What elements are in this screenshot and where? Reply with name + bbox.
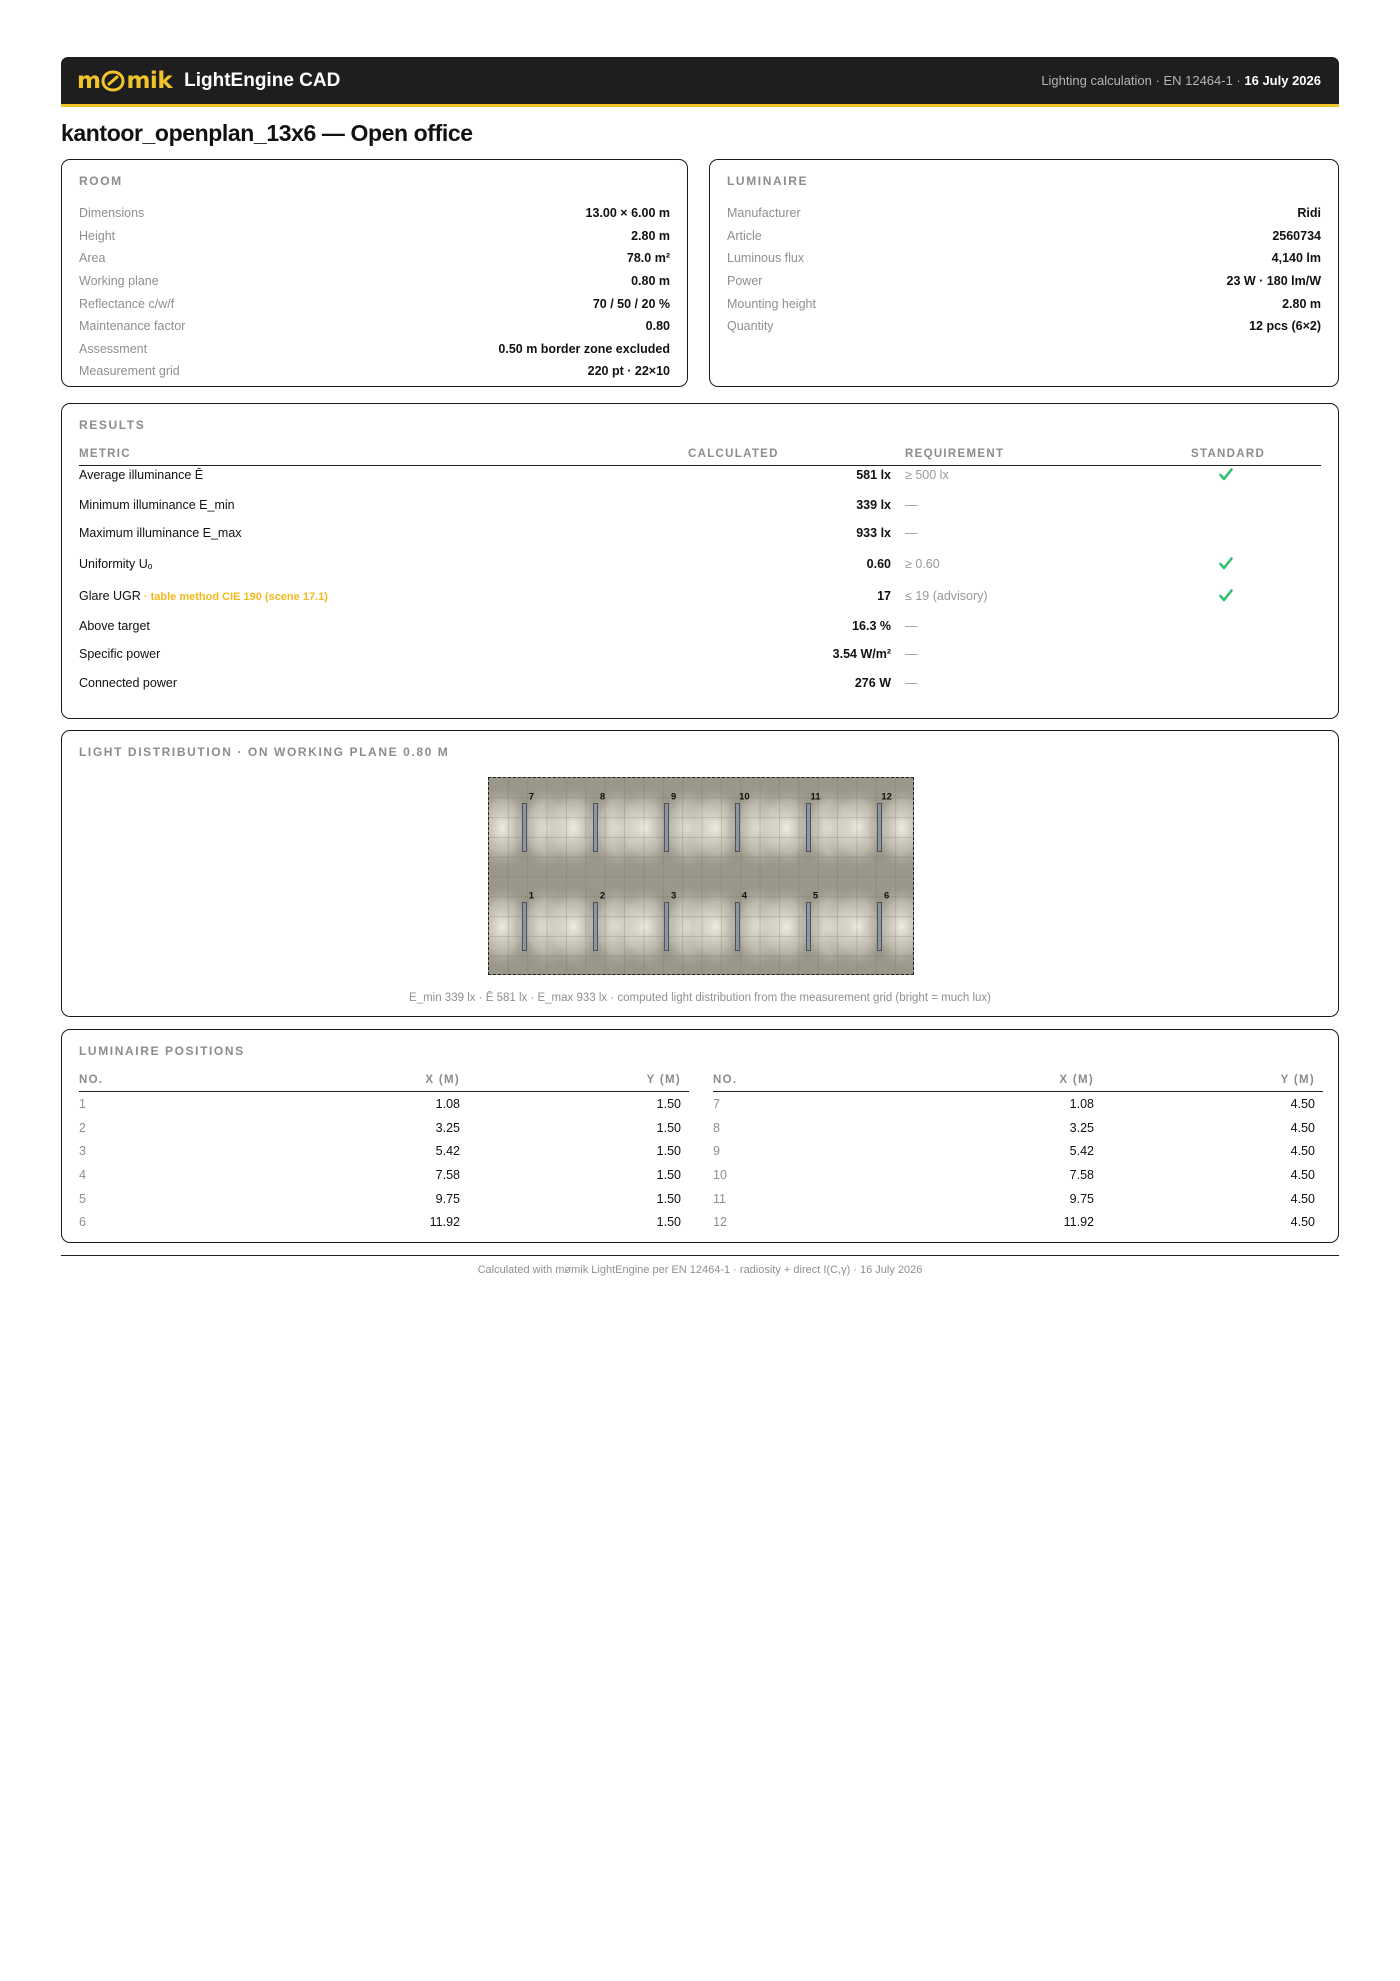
position-y: 1.50 (656, 1191, 681, 1206)
luminaire-row-value: 12 pcs (6×2) (1249, 319, 1321, 334)
luminaire-row-value: Ridi (1297, 206, 1321, 221)
room-row-label: Maintenance factor (79, 319, 186, 334)
position-x: 1.08 (435, 1097, 460, 1111)
results-header (79, 442, 1321, 466)
results-row (79, 555, 1321, 575)
results-col-requirement: REQUIREMENT (905, 448, 1005, 460)
luminaire-row-label: Article (727, 228, 762, 243)
position-row (79, 1092, 689, 1116)
results-col-calculated: CALCULATED (688, 448, 779, 460)
positions-col-y: Y (M) (646, 1074, 681, 1086)
luminaire-row-value: 2.80 m (1282, 296, 1321, 311)
room-row (79, 338, 670, 361)
brand (77, 68, 340, 94)
position-y: 1.50 (656, 1097, 681, 1111)
position-x: 5.42 (1069, 1144, 1094, 1159)
result-metric (79, 589, 328, 603)
luminaire-row (727, 292, 1321, 315)
luminaire-marker (522, 903, 526, 951)
luminaire-row-label: Quantity (727, 319, 774, 334)
distribution-caption: E_min 339 lx · Ē 581 lx · E_max 933 lx · computed light distribution from the measurement grid (bright = much lux) (409, 992, 991, 1004)
position-row (79, 1139, 689, 1163)
room-row-label: Area (79, 251, 106, 266)
position-row (713, 1210, 1323, 1234)
results-row (79, 496, 1321, 516)
luminaire-number: 12 (881, 791, 892, 803)
position-no: 2 (79, 1120, 86, 1135)
position-y: 1.50 (656, 1215, 681, 1230)
room-row-value: 13.00 × 6.00 m (585, 206, 670, 221)
light-distribution-svg (489, 778, 914, 975)
luminaire-card (709, 159, 1339, 387)
result-requirement: ≥ 0.60 (905, 557, 940, 571)
results-row (79, 617, 1321, 637)
positions-col-x: X (M) (425, 1074, 460, 1086)
luminaire-number: 7 (528, 791, 535, 803)
result-requirement: — (905, 619, 918, 633)
position-x: 9.75 (435, 1191, 460, 1206)
footer-divider (61, 1255, 1339, 1256)
position-x: 7.58 (435, 1168, 460, 1183)
position-row (713, 1163, 1323, 1187)
room-row (79, 202, 670, 225)
result-requirement: — (905, 676, 918, 690)
result-metric-label: Uniformity Uₒ (79, 557, 153, 571)
position-row (79, 1187, 689, 1211)
result-calculated: 17 (877, 589, 891, 603)
luminaire-marker (735, 804, 739, 852)
room-card-title: ROOM (79, 174, 123, 188)
position-row (713, 1139, 1323, 1163)
result-calculated: 0.60 (866, 557, 891, 571)
room-row-label: Reflectance c/w/f (79, 296, 175, 311)
luminaire-marker (878, 804, 882, 852)
luminaire-marker (665, 804, 669, 852)
room-row-value: 2.80 m (631, 228, 670, 243)
room-row (79, 315, 670, 338)
result-metric-label: Average illuminance Ē (79, 468, 204, 482)
check-icon (1219, 589, 1239, 605)
room-card (61, 159, 688, 387)
position-no: 6 (79, 1215, 86, 1230)
position-no: 12 (713, 1215, 727, 1230)
result-metric-note: · table method CIE 190 (scene 17.1) (140, 591, 328, 603)
luminaire-number: 4 (741, 890, 748, 902)
position-y: 1.50 (656, 1144, 681, 1159)
app-title: LightEngine CAD (184, 69, 341, 91)
position-row (713, 1116, 1323, 1140)
results-col-metric: METRIC (79, 448, 131, 460)
room-row-value: 78.0 m² (626, 251, 670, 266)
positions-col-no: NO. (79, 1074, 104, 1086)
positions-card (61, 1029, 1339, 1243)
position-no: 11 (713, 1191, 726, 1206)
result-metric (79, 498, 235, 512)
luminaire-row-value: 4,140 lm (1271, 251, 1321, 266)
results-row (79, 466, 1321, 486)
position-y: 4.50 (1290, 1215, 1315, 1230)
position-x: 11.92 (1063, 1215, 1094, 1230)
luminaire-number: 11 (810, 791, 821, 803)
position-x: 1.08 (1069, 1097, 1094, 1111)
position-y: 4.50 (1290, 1144, 1315, 1159)
brand-logo: m mik (77, 67, 173, 94)
luminaire-properties (727, 202, 1321, 338)
room-row (79, 247, 670, 270)
check-icon (1219, 468, 1239, 484)
result-metric-label: Glare UGR (79, 589, 141, 603)
check-icon (1219, 557, 1239, 573)
light-distribution-map (488, 777, 914, 975)
position-x: 5.42 (435, 1144, 460, 1159)
room-row-value: 0.50 m border zone excluded (498, 341, 670, 356)
luminaire-number: 5 (812, 890, 819, 902)
results-row (79, 674, 1321, 694)
luminaire-row-label: Power (727, 274, 763, 289)
position-y: 4.50 (1290, 1191, 1315, 1206)
luminaire-row (727, 202, 1321, 225)
result-metric-label: Above target (79, 619, 150, 633)
result-metric (79, 468, 203, 482)
room-row-label: Dimensions (79, 206, 145, 221)
results-card-title: RESULTS (79, 418, 146, 432)
position-no: 10 (713, 1168, 727, 1183)
positions-col-x: X (M) (1059, 1074, 1094, 1086)
position-no: 9 (713, 1144, 720, 1159)
positions-header-right (713, 1068, 1323, 1092)
positions-table-right (713, 1068, 1323, 1234)
results-row (79, 524, 1321, 544)
room-row-value: 70 / 50 / 20 % (592, 296, 670, 311)
luminaire-number: 2 (599, 890, 606, 902)
header-meta (1041, 73, 1321, 88)
result-calculated: 339 lx (856, 498, 891, 512)
results-row (79, 587, 1321, 607)
result-metric-label: Connected power (79, 676, 177, 690)
result-requirement: — (905, 498, 918, 512)
position-x: 11.92 (429, 1215, 460, 1230)
result-metric (79, 647, 160, 661)
position-row (713, 1187, 1323, 1211)
room-row-value: 0.80 m (631, 274, 670, 289)
luminaire-marker (665, 903, 669, 951)
results-row (79, 645, 1321, 665)
position-y: 4.50 (1290, 1120, 1315, 1135)
room-row-label: Height (79, 228, 116, 243)
room-row (79, 270, 670, 293)
result-metric (79, 526, 242, 540)
luminaire-number: 8 (599, 791, 606, 803)
position-row (713, 1092, 1323, 1116)
result-requirement: ≤ 19 (advisory) (905, 589, 988, 603)
position-x: 9.75 (1069, 1191, 1094, 1206)
room-row-value: 0.80 (645, 319, 670, 334)
luminaire-row-label: Manufacturer (727, 206, 801, 221)
luminaire-marker (522, 804, 526, 852)
luminaire-marker (735, 903, 739, 951)
room-row-label: Assessment (79, 341, 148, 356)
luminaire-row-label: Luminous flux (727, 251, 805, 266)
position-no: 8 (713, 1120, 720, 1135)
header-meta-prefix: Lighting calculation · EN 12464-1 · (1041, 73, 1245, 88)
page-title: kantoor_openplan_13x6 — Open office (61, 120, 473, 146)
luminaire-marker (807, 804, 811, 852)
luminaire-marker (594, 903, 598, 951)
result-metric (79, 676, 177, 690)
position-no: 4 (79, 1168, 86, 1183)
result-calculated: 3.54 W/m² (832, 647, 891, 661)
room-row (79, 225, 670, 248)
result-metric-label: Minimum illuminance E_min (79, 498, 235, 512)
results-col-standard: STANDARD (1191, 448, 1266, 460)
position-x: 3.25 (435, 1120, 460, 1135)
luminaire-row (727, 270, 1321, 293)
result-calculated: 276 W (854, 676, 891, 690)
luminaire-number: 1 (528, 890, 535, 902)
positions-header-left (79, 1068, 689, 1092)
positions-col-no: NO. (713, 1074, 738, 1086)
result-metric (79, 557, 152, 571)
room-row-value: 220 pt · 22×10 (587, 364, 670, 379)
luminaire-marker (807, 903, 811, 951)
room-row-label: Measurement grid (79, 364, 180, 379)
positions-col-y: Y (M) (1280, 1074, 1315, 1086)
position-no: 1 (79, 1097, 86, 1111)
room-properties (79, 202, 670, 383)
app-header (61, 57, 1339, 107)
luminaire-number: 6 (883, 890, 890, 902)
room-row (79, 292, 670, 315)
footer-note: Calculated with mømik LightEngine per EN 12464-1 · radiosity + direct I(C,γ) · 16 July 2026 (477, 1264, 923, 1276)
distribution-card (61, 730, 1339, 1017)
position-y: 1.50 (656, 1168, 681, 1183)
luminaire-number: 3 (670, 890, 677, 902)
result-metric (79, 619, 150, 633)
result-requirement: — (905, 647, 918, 661)
luminaire-row (727, 225, 1321, 248)
luminaire-number: 10 (739, 791, 750, 803)
position-no: 3 (79, 1144, 86, 1159)
result-calculated: 933 lx (856, 526, 891, 540)
positions-table-left (79, 1068, 689, 1234)
room-row-label: Working plane (79, 274, 159, 289)
positions-card-title: LUMINAIRE POSITIONS (79, 1044, 245, 1058)
luminaire-card-title: LUMINAIRE (727, 174, 809, 188)
room-row (79, 360, 670, 383)
result-requirement: ≥ 500 lx (905, 468, 949, 482)
luminaire-number: 9 (670, 791, 677, 803)
luminaire-row-value: 2560734 (1272, 228, 1321, 243)
distribution-card-title: LIGHT DISTRIBUTION · ON WORKING PLANE 0.80 M (79, 745, 450, 759)
luminaire-marker (594, 804, 598, 852)
position-y: 4.50 (1290, 1168, 1315, 1183)
position-x: 3.25 (1069, 1120, 1094, 1135)
position-no: 7 (713, 1097, 720, 1111)
luminaire-row (727, 247, 1321, 270)
result-calculated: 16.3 % (852, 619, 891, 633)
luminaire-row-label: Mounting height (727, 296, 816, 311)
position-row (79, 1116, 689, 1140)
position-row (79, 1163, 689, 1187)
position-y: 1.50 (656, 1120, 681, 1135)
position-no: 5 (79, 1191, 86, 1206)
results-card (61, 403, 1339, 719)
header-date: 16 July 2026 (1244, 73, 1321, 88)
luminaire-row (727, 315, 1321, 338)
result-metric-label: Maximum illuminance E_max (79, 526, 242, 540)
position-x: 7.58 (1069, 1168, 1094, 1183)
position-y: 4.50 (1290, 1097, 1315, 1111)
luminaire-marker (878, 903, 882, 951)
result-metric-label: Specific power (79, 647, 161, 661)
result-requirement: — (905, 526, 918, 540)
position-row (79, 1210, 689, 1234)
luminaire-row-value: 23 W · 180 lm/W (1226, 274, 1321, 289)
result-calculated: 581 lx (856, 468, 891, 482)
